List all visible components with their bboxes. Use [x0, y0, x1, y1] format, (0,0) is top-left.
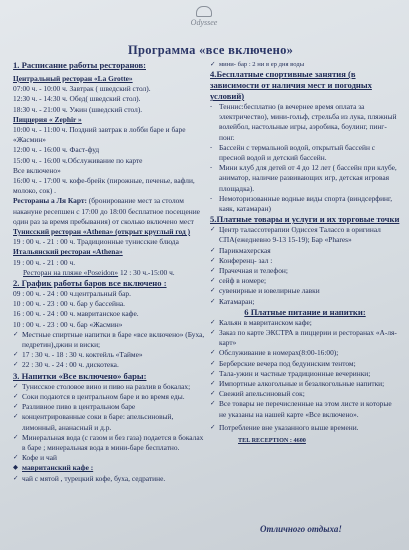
list-item: ✓ Тала-ужин и частные традиционные вечеринки; — [210, 368, 371, 378]
check-icon: ✓ — [210, 277, 216, 285]
section-3-title: 3. Напитки «Все включено» бары: — [13, 370, 147, 381]
check-icon: ✓ — [13, 392, 19, 400]
italian-text: 19 : 00 ч. - 21 : 00 ч. — [13, 257, 76, 267]
central-line: 18:30 ч. - 21:00 ч. Ужин (шведский стол). — [13, 104, 143, 114]
check-icon: ✓ — [13, 433, 19, 441]
check-icon: ✓ — [13, 361, 19, 369]
check-icon: ✓ — [210, 329, 216, 337]
list-item: ✓ Катамаран; — [210, 296, 255, 306]
check-icon: ✓ — [210, 380, 216, 388]
list-item: ✓ Минеральная вода (с газом и без газа) подается в бокалах в баре ; минеральная вода в мини-баре бесплатно. — [13, 432, 204, 452]
list-item: ✓ Парикмахерская — [210, 245, 271, 255]
check-icon: ✓ — [210, 318, 216, 326]
central-line: 07:00 ч. - 10:00 ч. Завтрак ( шведский стол). — [13, 84, 151, 94]
logo-text: Odyssee — [190, 18, 218, 27]
check-icon: ✓ — [210, 359, 216, 367]
section-2-title: 2. График работы баров все включено : — [13, 278, 167, 289]
check-icon: ✓ — [13, 413, 19, 421]
list-item: - Немоторизованные водные виды спорта (виндсерфинг, каяк, катамаран) — [210, 193, 393, 214]
tunisian-text: 19 : 00 ч. - 21 : 00 ч. Традиционные тунисские блюда — [13, 237, 179, 247]
list-item: ✓ Импортные алкогольные и безалкогольные напитки; — [210, 379, 385, 389]
list-item: - Бассейн с термальной водой, открытый бассейн с пресной водой и детский бассейн. — [210, 142, 376, 163]
section-6-title: 6 Платные питание и напитки: — [244, 306, 366, 317]
central-line: 12:30 ч. - 14:30 ч. Обед( шведский стол). — [13, 94, 141, 104]
list-item: ✓ мини- бар : 2 ни в ер дня воды — [210, 61, 305, 68]
list-item: ✓ Соки подаются в центральном баре и во время еды. — [13, 391, 185, 401]
pizzeria-line: 12:00 ч. - 16:00 ч. Фаст-фуд — [13, 145, 100, 155]
list-item: ✓ Кофе и чай — [13, 453, 57, 463]
page-title: Программа «все включено» — [128, 43, 294, 57]
italian-title: Итальянский ресторан «Athena» — [13, 247, 123, 257]
section-4-title: 4.Бесплатные спортивные занятия (в зависимости от наличия мест и погодных условий) — [210, 69, 372, 101]
beach-text: 12 : 30 ч.-15:00 ч. — [119, 267, 175, 277]
beach-title: Ресторан на пляже «Poseidon» — [23, 267, 119, 277]
list-item: ◆ мавританский кафе : — [13, 463, 94, 473]
pizzeria-line: 10:00 ч. - 11:00 ч. Поздний завтрак в лобби баре и баре «Жасмин» — [13, 125, 186, 145]
list-item: ✓ Потребление вне указанного выше времени. — [210, 422, 359, 432]
dash-icon: - — [210, 164, 213, 172]
closing-greeting: Отличного отдыха! — [260, 524, 342, 534]
bar-line: 10 : 00 ч. - 23 : 00 ч. бар у бассейна. — [13, 299, 126, 309]
pizzeria-line: 15:00 ч. - 16:00 ч.Обслуживание по карте — [13, 155, 143, 165]
list-item: ✓ Прачечная и телефон; — [210, 266, 288, 276]
left-column — [13, 60, 207, 484]
hotel-logo — [176, 6, 232, 27]
bar-line: 10 : 00 ч. - 23 : 00 ч. бар «Жасмин» — [13, 319, 123, 329]
bar-line: 09 : 00 ч. - 24 : 00 ч.центральный бар. — [13, 289, 131, 299]
check-icon: ✓ — [13, 403, 19, 411]
pizzeria-line: 16:00 ч. - 17:00 ч. кофе-брейк (пирожные, печенье, вафли, молоко, сок) . — [13, 176, 195, 196]
alacarte-text: (бронирование мест за столом накануне ресепшен с 17:00 до 18:00 бесплатное посещение один раз за время пребывания) от сколько включено мест — [13, 196, 200, 226]
section-5-title: 5.Платные товары и услуги и их торговые точки — [210, 214, 400, 225]
list-item: ✓ 22 : 30 ч. - 24 : 00 ч. дискотека. — [13, 360, 119, 370]
check-icon: ✓ — [13, 382, 19, 390]
check-icon: ✓ — [210, 400, 216, 408]
check-icon: ✓ — [210, 226, 216, 234]
list-item: ✓ Берберские вечера под бедуинским тентом; — [210, 358, 356, 368]
list-item: ✓ чай с мятой , турецкий кофе, буха, седратине. — [13, 473, 166, 483]
list-item: ✓ концентрированные соки в баре: апельсиновый, лимонный, ананасный и д.р. — [13, 412, 174, 432]
check-icon: ✓ — [210, 423, 216, 431]
list-item: ✓ Конференц- зал : — [210, 255, 273, 265]
central-restaurant-title: Центральный ресторан «La Grotte» — [13, 74, 133, 83]
dash-icon: - — [210, 194, 213, 202]
list-item: ✓ Тунисское столовое вино и пиво на разлив в бокалах; — [13, 381, 191, 391]
check-icon: ✓ — [210, 369, 216, 377]
check-icon: ✓ — [210, 287, 216, 295]
section-1-title: 1. Расписание работы ресторанов: — [13, 60, 146, 70]
list-item: ✓ сейф в номере; — [210, 276, 267, 286]
check-icon: ✓ — [210, 267, 216, 275]
logo-icon — [196, 6, 212, 17]
list-item: ✓ Кальян в мавританском кафе; — [210, 317, 312, 327]
reception-phone: TEL RECEPTION : 4600 — [238, 437, 306, 445]
list-item: - Мини клуб для детей от 4 до 12 лет ( бассейн при клубе, аниматор, наличие развивающих игр, детская игровая площадка). — [210, 163, 397, 193]
dash-icon: - — [210, 103, 213, 110]
list-item: ✓ Разливное пиво в центральном баре — [13, 402, 136, 412]
dash-icon: - — [210, 143, 213, 151]
check-icon: ✓ — [210, 297, 216, 305]
check-icon: ✓ — [13, 454, 19, 462]
diamond-icon: ◆ — [13, 464, 18, 472]
check-icon: ✓ — [210, 390, 216, 398]
list-item: ✓ Заказ по карте ЭКСТРА в пиццерии и ресторанах «А-ля-карт» — [210, 328, 397, 348]
list-item: ✓ Все товары не перечисленные на этом листе и которые не указаны на нашей карте «Все включено». — [210, 399, 392, 419]
check-icon: ✓ — [13, 351, 19, 359]
check-icon: ✓ — [210, 61, 216, 68]
check-icon: ✓ — [13, 330, 19, 338]
list-item: - Теннис:бесплатно (в вечернее время оплата за электричество), мини-гольф, стрельба из лука, пляжный волейбол, настольные игры, аэробика, боулинг, пинг-понг. — [210, 102, 397, 142]
bar-line: 16 : 00 ч. - 24 : 00 ч. мавританское кафе. — [13, 309, 139, 319]
list-item: ✓ Центр талассотерапии Одиссея Талассо в оригинал СПА(ежедневно 9-13 15-19); Бар «Phares» — [210, 225, 381, 245]
pizzeria-line: Все включено» — [13, 165, 61, 175]
check-icon: ✓ — [210, 349, 216, 357]
pizzeria-title: Пиццерия « Zephir » — [13, 114, 82, 124]
list-item: ✓ Обслуживание в номерах(8:00-16:00); — [210, 348, 339, 358]
list-item: ✓ 17 : 30 ч. - 18 : 30 ч. коктейль «Тайме» — [13, 350, 143, 360]
check-icon: ✓ — [210, 256, 216, 264]
alacarte-title: Рестораны а Ля Карт: — [13, 196, 87, 206]
tunisian-title: Тунисский ресторан «Athena» (открыт круглый год ) — [13, 227, 191, 237]
list-item: ✓ Свежий апельсиновый сок; — [210, 389, 305, 399]
list-item: ✓ сувенирные и ювелирные лавки — [210, 286, 320, 296]
right-column — [210, 60, 400, 446]
check-icon: ✓ — [13, 474, 19, 482]
list-item: ✓ Местные спиртные напитки в баре «все включено» (Буха, педретин),джин и виски; — [13, 329, 205, 350]
check-icon: ✓ — [210, 246, 216, 254]
